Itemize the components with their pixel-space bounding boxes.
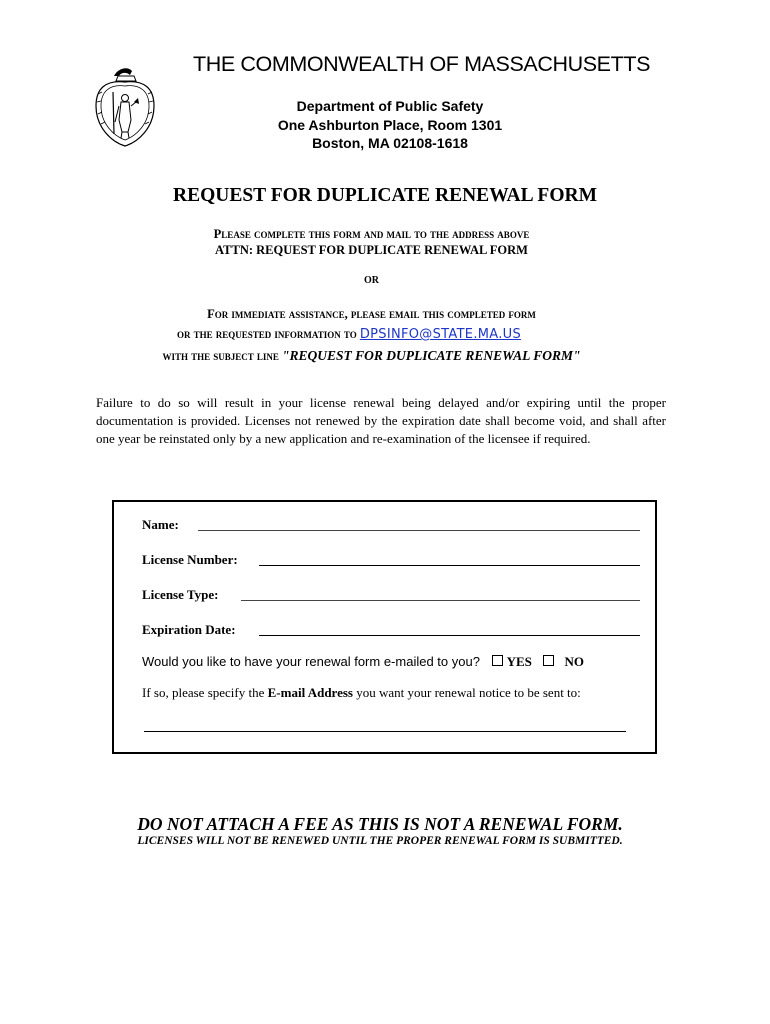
yes-label: YES: [506, 654, 532, 669]
name-field[interactable]: [198, 530, 640, 531]
department-name: Department of Public Safety: [296, 98, 484, 114]
subject-line-prefix: with the subject line: [162, 349, 279, 363]
subject-line: [0, 348, 743, 364]
expiration-date-label: Expiration Date:: [142, 622, 236, 637]
no-label: NO: [564, 654, 584, 669]
license-number-field[interactable]: [259, 565, 640, 566]
email-question-text: Would you like to have your renewal form e-mailed to you?: [142, 654, 480, 669]
massachusetts-seal-icon: [88, 62, 162, 148]
email-link[interactable]: DPSINFO@STATE.MA.US: [359, 327, 522, 342]
email-address-instruction: [142, 685, 581, 701]
yes-checkbox[interactable]: [492, 655, 503, 666]
commonwealth-title: THE COMMONWEALTH OF MASSACHUSETTS: [193, 52, 651, 76]
mail-instruction: Please complete this form and mail to the address above: [213, 227, 530, 241]
delay-warning-paragraph: Failure to do so will result in your license renewal being delayed and/or expiring until the proper documentation is provided. Licenses not renewed by the expiration date shall become void, and shall after one year be reinstated only by a new application and re-examination of the licensee if required.: [96, 395, 666, 446]
email-instruction: For immediate assistance, please email this completed form: [207, 307, 536, 321]
ifso-email-address: E-mail Address: [267, 685, 353, 700]
no-fee-warning: DO NOT ATTACH A FEE AS THIS IS NOT A RENEWAL FORM.: [137, 814, 623, 834]
or-separator: OR: [364, 275, 379, 286]
no-checkbox[interactable]: [543, 655, 554, 666]
renewal-notice: LICENSES WILL NOT BE RENEWED UNTIL THE PROPER RENEWAL FORM IS SUBMITTED.: [137, 835, 623, 847]
subject-text: "REQUEST FOR DUPLICATE RENEWAL FORM": [281, 348, 581, 363]
license-type-label: License Type:: [142, 587, 219, 602]
expiration-date-field[interactable]: [259, 635, 640, 636]
ifso-prefix: If so, please specify the: [142, 685, 265, 700]
email-question: [142, 654, 584, 670]
email-instruction-line: [177, 327, 521, 342]
email-address-field[interactable]: [144, 731, 626, 732]
ifso-suffix: you want your renewal notice to be sent to:: [356, 685, 581, 700]
email-instruction-prefix: or the requested information to: [177, 327, 357, 341]
form-title: REQUEST FOR DUPLICATE RENEWAL FORM: [172, 185, 597, 206]
name-label: Name:: [142, 517, 179, 532]
address-line-1: One Ashburton Place, Room 1301: [277, 117, 503, 133]
address-line-2: Boston, MA 02108-1618: [312, 135, 468, 151]
license-number-label: License Number:: [142, 552, 238, 567]
license-type-field[interactable]: [241, 600, 640, 601]
attention-line: ATTN: REQUEST FOR DUPLICATE RENEWAL FORM: [215, 243, 528, 257]
